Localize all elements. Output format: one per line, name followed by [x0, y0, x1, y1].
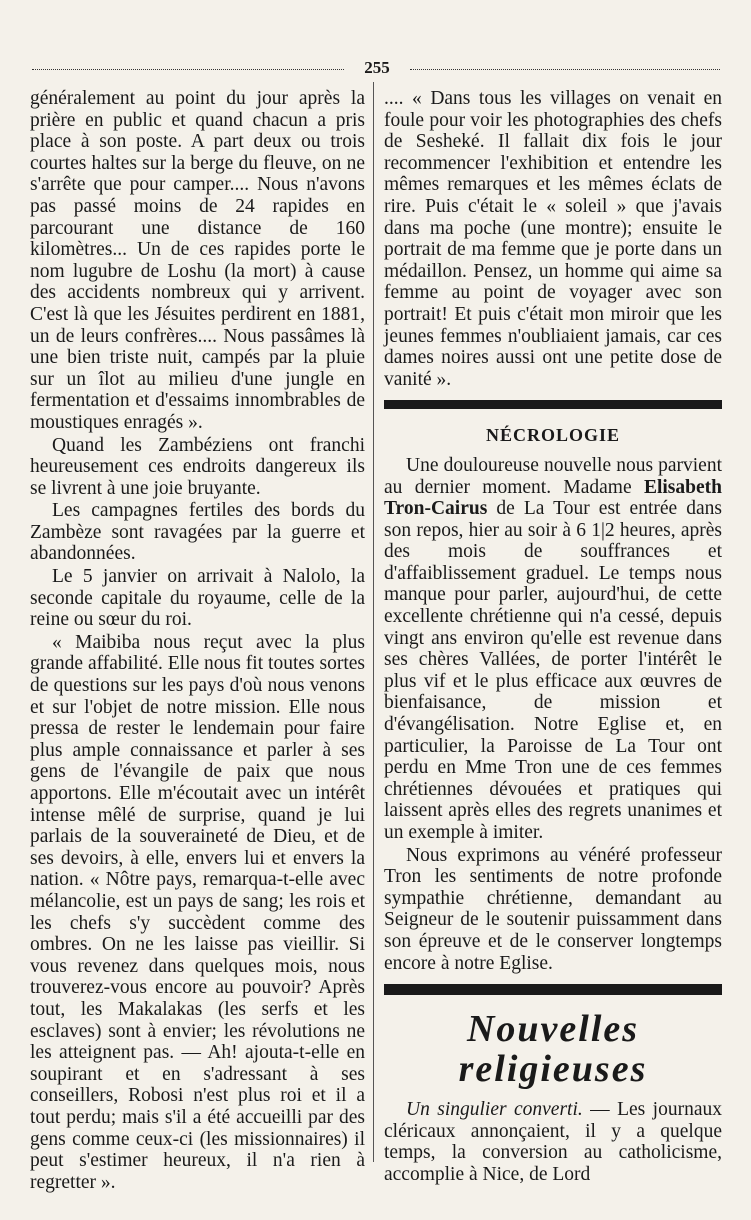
- news-item-title: Un singulier converti.: [406, 1099, 583, 1121]
- header-rule-right: [410, 69, 720, 70]
- section-heading: Nouvelles religieuses: [458, 1008, 648, 1091]
- right-column: [384, 88, 722, 1187]
- necro-text-after: de La Tour est entrée dans son repos, hier au soir à 6 1|2 heures, après des mois de souffrances et d'affaiblissement graduel. Le temps nous manque pour parler, aujourd'hui, de cette excellente chrétienne qui n'a cessé, depuis vingt ans environ qu'elle est revenue dans ses chères Vallées, de porter l'intérêt le plus vif et le plus efficace aux œuvres de bienfaisance, de mission et d'évangélisation. Notre Eglise et, en particulier, la Paroisse de La Tour ont perdu en Mme Tron une de ces femmes chrétiennes dévouées et pratiques qui laissent après elles des regrets unanimes et un exemple à imiter.: [384, 498, 722, 843]
- section-separator-bar: [384, 400, 722, 409]
- left-paragraph-3: Les campagnes fertiles des bords du Zambèze sont ravagées par la guerre et abandonnées.: [30, 500, 365, 565]
- column-divider: [373, 82, 374, 1162]
- necro-text-before: Une douloureuse nouvelle nous parvient au dernier moment. Madame: [384, 454, 722, 498]
- left-column: [30, 88, 365, 1194]
- page-header: [32, 58, 720, 78]
- section-separator-bar-2: [384, 984, 722, 995]
- news-paragraph: [384, 1099, 722, 1185]
- page-number: 255: [364, 58, 390, 77]
- left-paragraph-1: généralement au point du jour après la prière en public et quand chacun a pris place à son poste. A part deux ou trois courtes haltes sur la berge du fleuve, on ne s'arrête que pour camper.... Nous n'avons pas passé moins de 24 rapides en parcourant une distance de 160 kilomètres... Un de ces rapides porte le nom lugubre de Loshu (la mort) à cause des accidents nombreux qui y arrivent. C'est là que les Jésuites perdirent en 1881, un de leurs confrères.... Nous passâmes là une bien triste nuit, campés par la pluie sur un îlot au milieu d'une jungle en fermentation et d'essaims innombrables de moustiques enragés ».: [30, 88, 365, 433]
- necrologie-paragraph-2: Nous exprimons au vénéré professeur Tron les sentiments de notre profonde sympathie chrétienne, demandant au Seigneur de le soutenir puissamment dans son épreuve et de le conserver longtemps encore à notre Eglise.: [384, 844, 722, 974]
- left-paragraph-4: Le 5 janvier on arrivait à Nalolo, la seconde capitale du royaume, celle de la reine ou sœur du roi.: [30, 566, 365, 631]
- right-intro-paragraph: .... « Dans tous les villages on venait en foule pour voir les photographies des chefs de Sesheké. Il fallait dix fois le jour recommencer l'exhibition et entendre les mêmes remarques et les mêmes éclats de rire. Puis c'était le « soleil » que j'avais dans ma poche (une montre); ensuite le portrait de ma femme que je porte dans un médaillon. Pensez, un homme qui aime sa femme au point de voyager avec son portrait! Et puis c'était mon miroir que les jeunes femmes n'oubliaient jamais, car ces dames noires aussi ont une petite dose de vanité ».: [384, 88, 722, 390]
- left-paragraph-5: « Maibiba nous reçut avec la plus grande affabilité. Elle nous fit toutes sortes de questions sur les pays d'où nous venons et sur l'objet de notre mission. Elle nous pressa de rester le lendemain pour faire plus ample connaissance et parler à ses gens de l'évangile de paix que nous apportons. Elle m'écoutait avec un intérêt intense mêlé de surprise, quand je lui parlais de la souveraineté de Dieu, et de ses devoirs, à elle, envers lui et envers la nation. « Nôtre pays, remarqua-t-elle avec mélancolie, est un pays de sang; les rois et les chefs s'y succèdent comme des ombres. On ne les laisse pas vieillir. Si vous revenez dans quelques mois, nous trouverez-vous encore au pouvoir? Après tout, les Makalakas (les serfs et les esclaves) sont à envier; les révolutions ne les atteignent pas. — Ah! ajouta-t-elle en soupirant et en s'adressant à ses conseillers, Robosi n'est plus roi et il a tout perdu; mais s'il a été accueilli par des gens comme ceux-ci (les missionnaires) il peut s'estimer heureux, il n'a rien à regretter ».: [30, 631, 365, 1193]
- left-paragraph-2: Quand les Zambéziens ont franchi heureusement ces endroits dangereux ils se livrent à une joie bruyante.: [30, 434, 365, 499]
- necrologie-paragraph-1: [384, 455, 722, 844]
- deceased-name: Elisabeth Tron-Cairus: [384, 476, 722, 520]
- header-rule-left: [32, 69, 344, 70]
- necrologie-title: NÉCROLOGIE: [485, 425, 621, 446]
- news-item-text: — Les journaux cléricaux annonçaient, il y a quelque temps, la conversion au catholicisme, accomplie à Nice, de Lord: [384, 1099, 722, 1185]
